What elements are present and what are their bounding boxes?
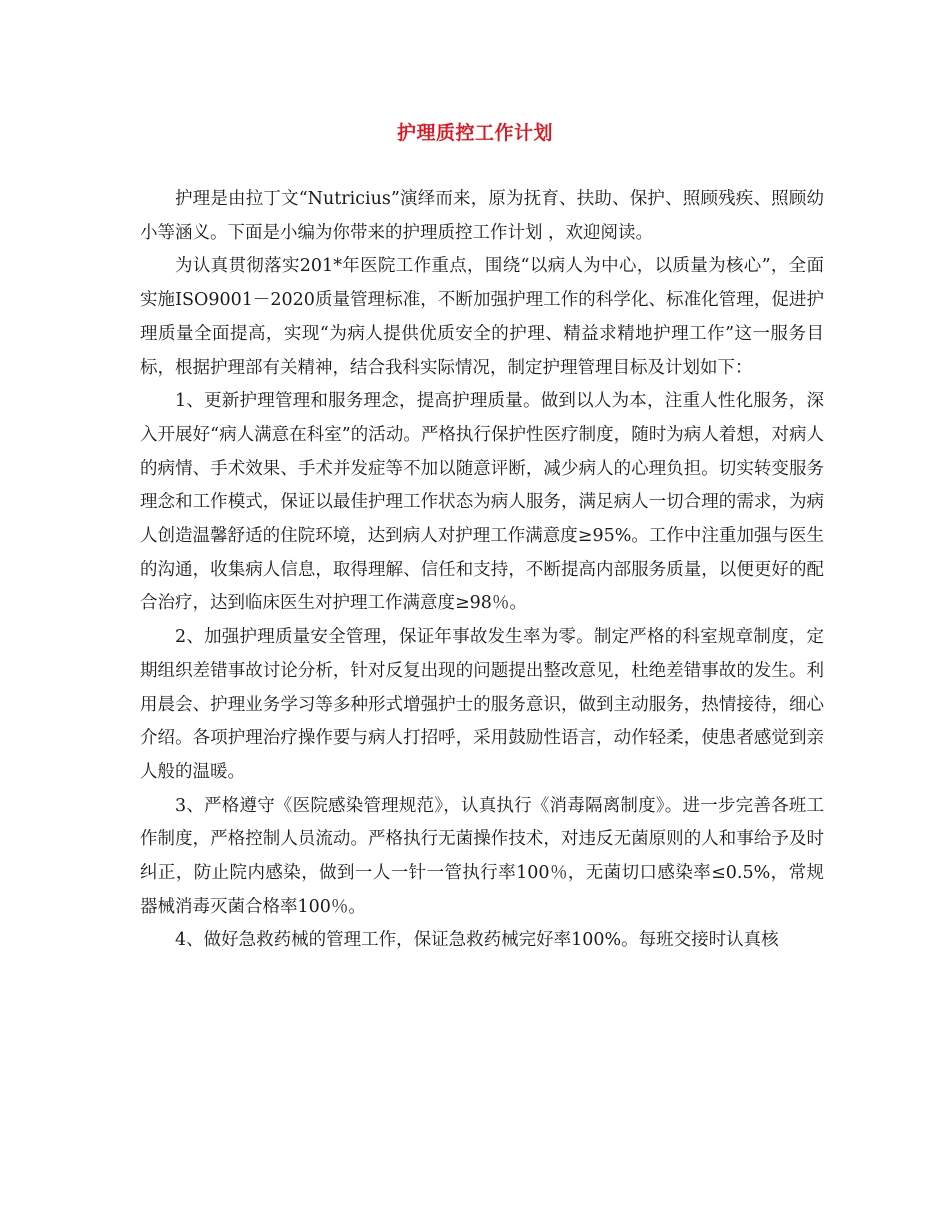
paragraph-purpose: 为认真贯彻落实201*年医院工作重点，围绕“以病人为中心，以质量为核心”，全面实施ISO9001－2020质量管理标准，不断加强护理工作的科学化、标准化管理，促进护理质量全面提高，实现“为病人提供优质安全的护理、精益求精地护理工作”这一服务目标，根据护理部有关精神，结合我科实际情况，制定护理管理目标及计划如下：: [140, 256, 824, 378]
document-title: 护理质控工作计划: [396, 122, 553, 144]
document-body: [140, 183, 824, 958]
paragraph-item-4: 4、做好急救药械的管理工作，保证急救药械完好率100%。每班交接时认真核: [175, 930, 779, 951]
paragraph-intro: 护理是由拉丁文“Nutricius”演绎而来，原为抚育、扶助、保护、照顾残疾、照顾幼小等涵义。下面是小编为你带来的护理质控工作计划 ，欢迎阅读。: [140, 189, 824, 243]
paragraph-item-1: 1、更新护理管理和服务理念，提高护理质量。做到以人为本，注重人性化服务，深入开展好“病人满意在科室”的活动。严格执行保护性医疗制度，随时为病人着想，对病人的病情、手术效果、手术并发症等不加以随意评断，减少病人的心理负担。切实转变服务理念和工作模式，保证以最佳护理工作状态为病人服务，满足病人一切合理的需求，为病人创造温馨舒适的住院环境，达到病人对护理工作满意度≥95%。工作中注重加强与医生的沟通，收集病人信息，取得理解、信任和支持，不断提高内部服务质量，以便更好的配合治疗，达到临床医生对护理工作满意度≥98％。: [140, 391, 824, 614]
paragraph-item-3: 3、严格遵守《医院感染管理规范》，认真执行《消毒隔离制度》。进一步完善各班工作制度，严格控制人员流动。严格执行无菌操作技术，对违反无菌原则的人和事给予及时纠正，防止院内感染，做到一人一针一管执行率100％，无菌切口感染率≤0.5%，常规器械消毒灭菌合格率100％。: [140, 795, 824, 917]
paragraph-item-2: 2、加强护理质量安全管理，保证年事故发生率为零。制定严格的科室规章制度，定期组织差错事故讨论分析，针对反复出现的问题提出整改意见，杜绝差错事故的发生。利用晨会、护理业务学习等多种形式增强护士的服务意识，做到主动服务，热情接待，细心介绍。各项护理治疗操作要与病人打招呼，采用鼓励性语言，动作轻柔，使患者感觉到亲人般的温暖。: [140, 627, 824, 782]
